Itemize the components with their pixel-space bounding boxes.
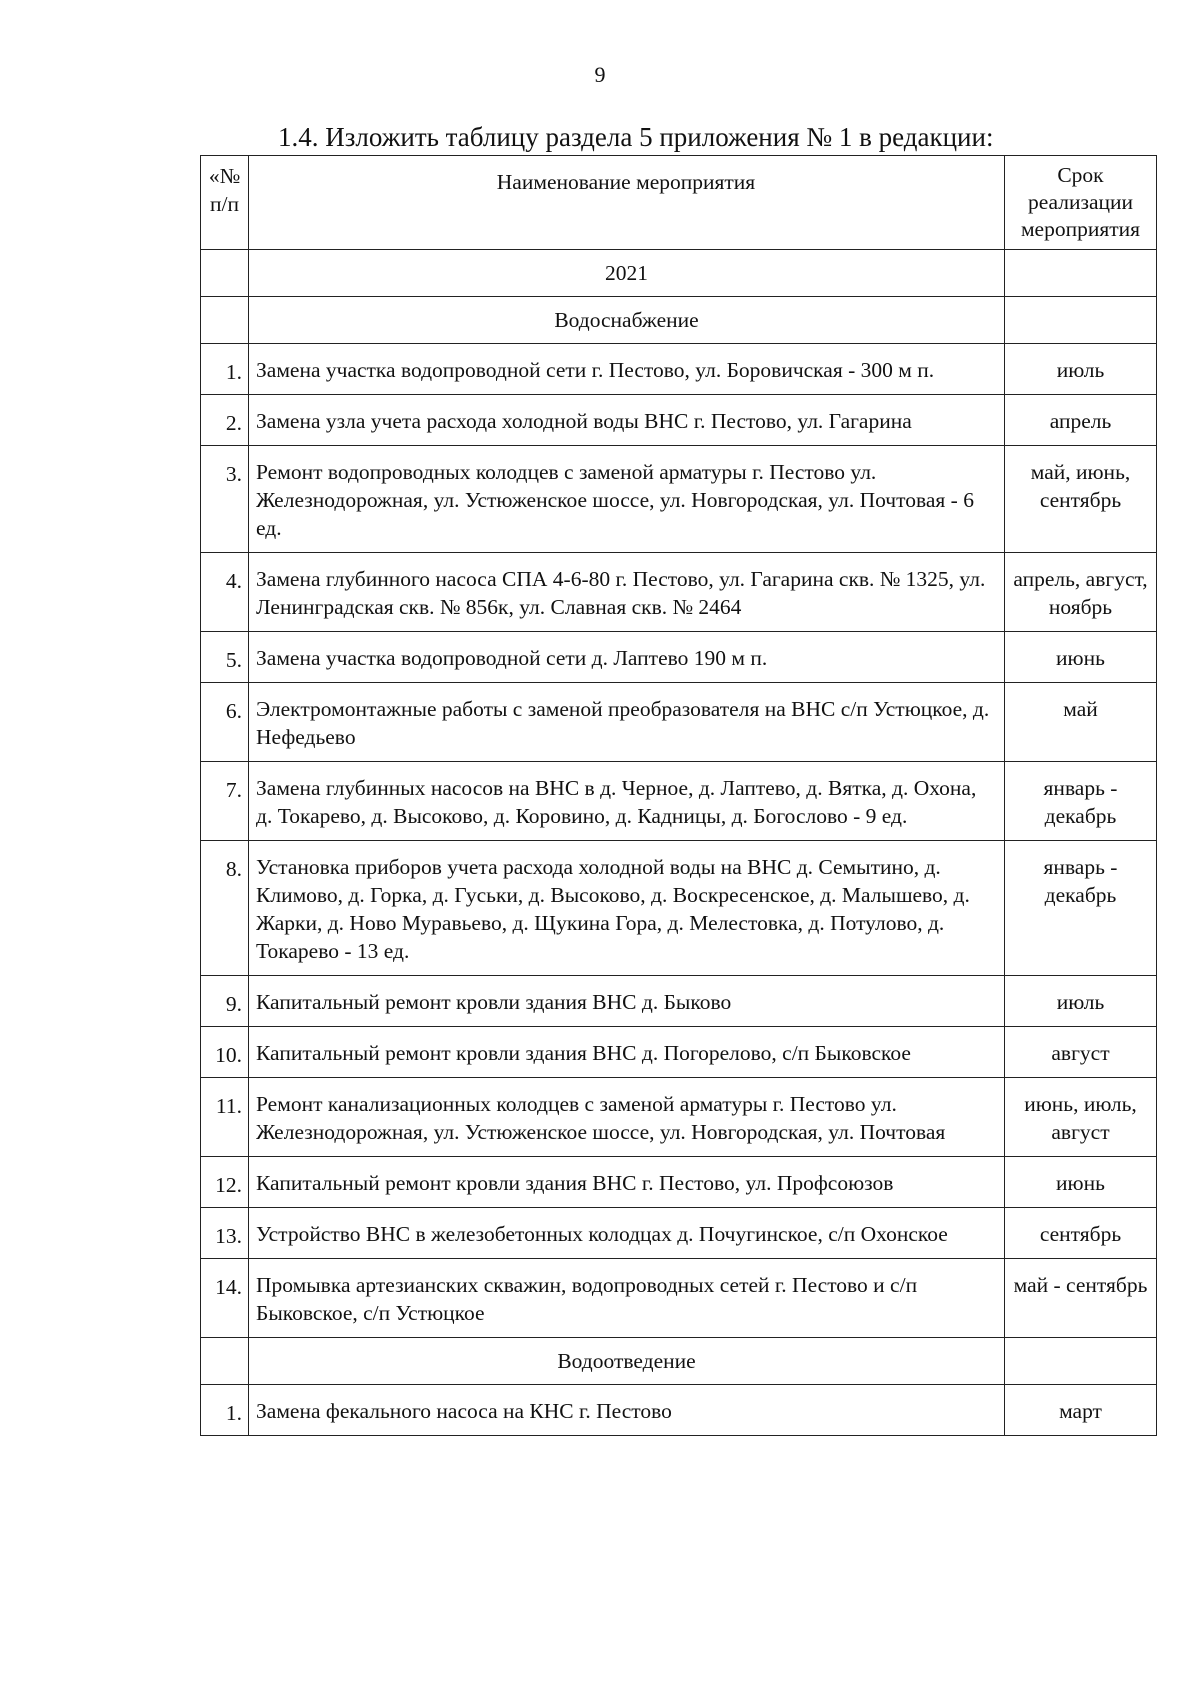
measure-name: Капитальный ремонт кровли здания ВНС д. Быково [249, 976, 1005, 1027]
measure-name: Замена глубинных насосов на ВНС в д. Черное, д. Лаптево, д. Вятка, д. Охона, д. Токарево, д. Высоково, д. Коровино, д. Кадницы, д. Богослово - 9 ед. [249, 762, 1005, 841]
table-row [201, 1027, 1157, 1078]
measure-name: Устройство ВНС в железобетонных колодцах д. Почугинское, с/п Охонское [249, 1208, 1005, 1259]
implementation-term: март [1005, 1385, 1157, 1436]
table-row [201, 841, 1157, 976]
row-number: 4. [201, 553, 249, 632]
table-row [201, 1078, 1157, 1157]
row-number: 1. [201, 1385, 249, 1436]
measures-table [200, 155, 1157, 1436]
measure-name: Замена участка водопроводной сети г. Пестово, ул. Боровичская - 300 м п. [249, 344, 1005, 395]
implementation-term: август [1005, 1027, 1157, 1078]
section-title: Водоотведение [249, 1338, 1005, 1385]
table-row [201, 762, 1157, 841]
implementation-term: июнь, июль, август [1005, 1078, 1157, 1157]
header-number: «№ п/п [201, 156, 249, 250]
implementation-term: апрель [1005, 395, 1157, 446]
year-row-num-cell [201, 250, 249, 297]
table-row [201, 1157, 1157, 1208]
year-row-term-cell [1005, 250, 1157, 297]
section-row-water-supply [201, 297, 1157, 344]
table-row [201, 344, 1157, 395]
measure-name: Замена фекального насоса на КНС г. Пестово [249, 1385, 1005, 1436]
row-number: 6. [201, 683, 249, 762]
table-row [201, 1259, 1157, 1338]
table-row [201, 683, 1157, 762]
row-number: 8. [201, 841, 249, 976]
implementation-term: сентябрь [1005, 1208, 1157, 1259]
section-title: Водоснабжение [249, 297, 1005, 344]
measure-name: Замена участка водопроводной сети д. Лаптево 190 м п. [249, 632, 1005, 683]
implementation-term: май [1005, 683, 1157, 762]
measure-name: Электромонтажные работы с заменой преобразователя на ВНС с/п Устюцкое, д. Нефедьево [249, 683, 1005, 762]
section-num-cell [201, 1338, 249, 1385]
implementation-term: январь - декабрь [1005, 841, 1157, 976]
year-label: 2021 [249, 250, 1005, 297]
table-row [201, 1208, 1157, 1259]
measure-name: Капитальный ремонт кровли здания ВНС г. Пестово, ул. Профсоюзов [249, 1157, 1005, 1208]
table-header-row [201, 156, 1157, 250]
implementation-term: июль [1005, 976, 1157, 1027]
row-number: 9. [201, 976, 249, 1027]
section-num-cell [201, 297, 249, 344]
section-term-cell [1005, 1338, 1157, 1385]
row-number: 2. [201, 395, 249, 446]
measure-name: Замена глубинного насоса СПА 4-6-80 г. Пестово, ул. Гагарина скв. № 1325, ул. Ленинградская скв. № 856к, ул. Славная скв. № 2464 [249, 553, 1005, 632]
implementation-term: май, июнь, сентябрь [1005, 446, 1157, 553]
measure-name: Ремонт водопроводных колодцев с заменой арматуры г. Пестово ул. Железнодорожная, ул. Устюженское шоссе, ул. Новгородская, ул. Почтовая - 6 ед. [249, 446, 1005, 553]
table-row [201, 1385, 1157, 1436]
row-number: 5. [201, 632, 249, 683]
measure-name: Промывка артезианских скважин, водопроводных сетей г. Пестово и с/п Быковское, с/п Устюцкое [249, 1259, 1005, 1338]
section-heading: 1.4. Изложить таблицу раздела 5 приложения № 1 в редакции: [278, 122, 994, 152]
measure-name: Капитальный ремонт кровли здания ВНС д. Погорелово, с/п Быковское [249, 1027, 1005, 1078]
row-number: 13. [201, 1208, 249, 1259]
implementation-term: май - сентябрь [1005, 1259, 1157, 1338]
table-body [201, 250, 1157, 1436]
page-number: 9 [594, 62, 606, 87]
implementation-term: июнь [1005, 1157, 1157, 1208]
measure-name: Ремонт канализационных колодцев с заменой арматуры г. Пестово ул. Железнодорожная, ул. Устюженское шоссе, ул. Новгородская, ул. Почтовая [249, 1078, 1005, 1157]
implementation-term: июль [1005, 344, 1157, 395]
measure-name: Замена узла учета расхода холодной воды ВНС г. Пестово, ул. Гагарина [249, 395, 1005, 446]
table-row [201, 395, 1157, 446]
row-number: 12. [201, 1157, 249, 1208]
implementation-term: июнь [1005, 632, 1157, 683]
row-number: 11. [201, 1078, 249, 1157]
implementation-term: январь - декабрь [1005, 762, 1157, 841]
row-number: 14. [201, 1259, 249, 1338]
row-number: 1. [201, 344, 249, 395]
implementation-term: апрель, август, ноябрь [1005, 553, 1157, 632]
section-row-sewerage [201, 1338, 1157, 1385]
header-name: Наименование мероприятия [249, 156, 1005, 250]
table-row [201, 446, 1157, 553]
row-number: 3. [201, 446, 249, 553]
header-term: Срок реализации мероприятия [1005, 156, 1157, 250]
measure-name: Установка приборов учета расхода холодной воды на ВНС д. Семытино, д. Климово, д. Горка, д. Гуськи, д. Высоково, д. Воскресенское, д. Малышево, д. Жарки, д. Ново Муравьево, д. Щукина Гора, д. Мелестовка, д. Потулово, д. Токарево - 13 ед. [249, 841, 1005, 976]
table-row [201, 976, 1157, 1027]
row-number: 10. [201, 1027, 249, 1078]
row-number: 7. [201, 762, 249, 841]
table-row [201, 632, 1157, 683]
section-term-cell [1005, 297, 1157, 344]
year-row [201, 250, 1157, 297]
table-row [201, 553, 1157, 632]
